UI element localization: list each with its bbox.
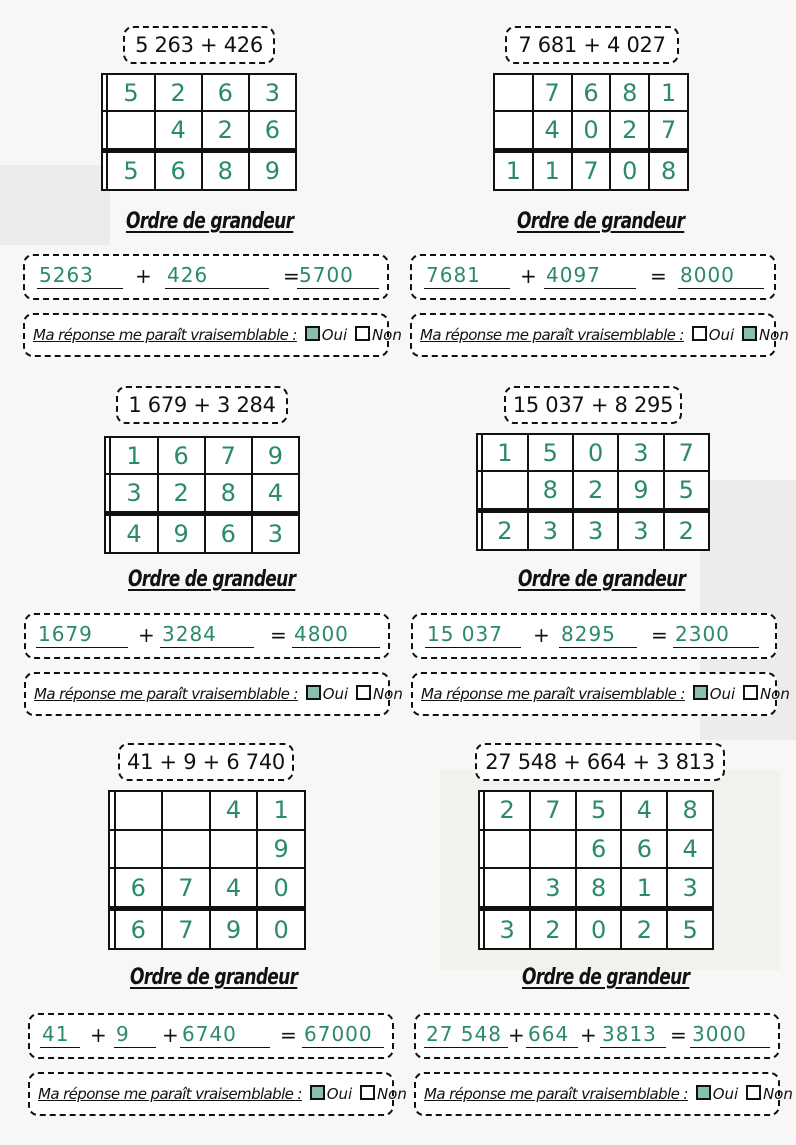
sum-cell: 3 <box>573 511 618 550</box>
checkbox-non[interactable] <box>746 1085 761 1100</box>
non-label: Non <box>759 685 790 703</box>
grid-cell: 4 <box>210 868 258 908</box>
non-label: Non <box>376 1085 407 1103</box>
grid-cell: 9 <box>257 830 305 869</box>
estimate-result[interactable]: 2300 <box>673 621 759 648</box>
plus-sign: + <box>90 1023 107 1047</box>
plausibility-check <box>411 672 790 716</box>
oui-label: Oui <box>709 685 736 703</box>
sum-cell: 9 <box>249 151 296 190</box>
exercise-title: 5 263 + 426 <box>123 26 275 64</box>
estimate-term[interactable]: 5263 <box>37 262 123 289</box>
grid-cell: 9 <box>618 471 663 510</box>
grid-cell <box>494 111 533 150</box>
equals-sign: = <box>283 264 300 288</box>
plausibility-label: Ma réponse me paraît vraisemblable : <box>38 1085 302 1103</box>
plus-sign: + <box>135 264 152 288</box>
plus-sign: + <box>580 1023 597 1047</box>
sum-cell: 3 <box>618 511 663 550</box>
sum-cell: 1 <box>533 151 572 190</box>
equals-sign: = <box>670 1023 687 1047</box>
sum-cell: 6 <box>115 909 163 949</box>
grid-cell: 7 <box>533 74 572 111</box>
grid-cell: 4 <box>621 791 667 830</box>
order-of-magnitude-heading: Ordre de grandeur <box>130 965 298 990</box>
grid-cell <box>482 471 527 510</box>
grid-cell: 1 <box>649 74 688 111</box>
sum-cell: 0 <box>576 909 622 949</box>
order-of-magnitude-heading: Ordre de grandeur <box>518 567 686 592</box>
oui-label: Oui <box>322 685 349 703</box>
estimate-term[interactable]: 7681 <box>424 262 510 289</box>
estimate-result[interactable]: 3000 <box>690 1021 770 1048</box>
grid-cell: 2 <box>573 471 618 510</box>
grid-cell <box>494 74 533 111</box>
plus-sign: + <box>533 623 550 647</box>
grid-cell: 4 <box>667 830 713 869</box>
equals-sign: = <box>650 264 667 288</box>
checkbox-non[interactable] <box>355 326 370 341</box>
non-label: Non <box>762 1085 793 1103</box>
grid-cell: 6 <box>572 74 611 111</box>
estimate-equation <box>28 1013 394 1059</box>
estimate-equation <box>24 613 390 659</box>
checkbox-non[interactable] <box>356 685 371 700</box>
oui-label: Oui <box>321 326 348 344</box>
grid-cell: 2 <box>610 111 649 150</box>
plausibility-check <box>28 1072 407 1116</box>
plus-sign: + <box>138 623 155 647</box>
sum-cell: 7 <box>572 151 611 190</box>
oui-label: Oui <box>712 1085 739 1103</box>
checkbox-non[interactable] <box>742 326 757 341</box>
grid-cell: 1 <box>110 437 157 474</box>
grid-cell: 2 <box>202 111 249 150</box>
addition-grid <box>476 433 710 551</box>
sum-cell: 3 <box>528 511 573 550</box>
checkbox-oui[interactable] <box>692 326 707 341</box>
checkbox-oui[interactable] <box>693 685 708 700</box>
estimate-term[interactable]: 426 <box>165 262 269 289</box>
estimate-term[interactable]: 664 <box>526 1021 578 1048</box>
equals-sign: = <box>651 623 668 647</box>
plausibility-check <box>24 672 403 716</box>
grid-cell <box>484 830 530 869</box>
sum-cell: 7 <box>162 909 210 949</box>
grid-cell: 0 <box>257 868 305 908</box>
estimate-term[interactable]: 27 548 <box>424 1021 508 1048</box>
sum-cell: 2 <box>621 909 667 949</box>
grid-cell <box>162 830 210 869</box>
sum-cell: 8 <box>649 151 688 190</box>
grid-cell: 4 <box>155 111 202 150</box>
grid-cell <box>484 868 530 908</box>
exercise-title: 27 548 + 664 + 3 813 <box>475 743 725 781</box>
sum-cell: 9 <box>158 514 205 553</box>
grid-cell: 5 <box>107 74 154 111</box>
addition-grid <box>493 73 689 191</box>
exercise-title: 1 679 + 3 284 <box>116 386 288 424</box>
grid-cell: 6 <box>202 74 249 111</box>
equals-sign: = <box>270 623 287 647</box>
sum-cell: 2 <box>482 511 527 550</box>
grid-cell: 3 <box>667 868 713 908</box>
sum-cell: 5 <box>667 909 713 949</box>
sum-cell: 2 <box>664 511 709 550</box>
grid-cell: 5 <box>664 471 709 510</box>
checkbox-oui[interactable] <box>305 326 320 341</box>
grid-cell: 6 <box>249 111 296 150</box>
non-label: Non <box>758 326 789 344</box>
estimate-equation <box>23 254 389 300</box>
grid-cell: 3 <box>618 434 663 471</box>
grid-cell: 9 <box>252 437 299 474</box>
estimate-term[interactable]: 15 037 <box>425 621 521 648</box>
addition-grid <box>108 790 306 950</box>
estimate-equation <box>410 254 776 300</box>
order-of-magnitude-heading: Ordre de grandeur <box>126 209 294 234</box>
sum-cell: 0 <box>610 151 649 190</box>
grid-cell: 2 <box>155 74 202 111</box>
estimate-term[interactable]: 3284 <box>160 621 254 648</box>
sum-cell: 4 <box>110 514 157 553</box>
grid-cell <box>210 830 258 869</box>
estimate-term[interactable]: 9 <box>114 1021 156 1048</box>
estimate-term[interactable]: 1679 <box>36 621 128 648</box>
sum-cell: 2 <box>530 909 576 949</box>
addition-grid <box>101 73 297 191</box>
sum-cell: 6 <box>155 151 202 190</box>
grid-cell: 0 <box>573 434 618 471</box>
grid-cell: 7 <box>649 111 688 150</box>
sum-cell: 3 <box>252 514 299 553</box>
estimate-equation <box>411 613 777 659</box>
grid-cell: 5 <box>576 791 622 830</box>
non-label: Non <box>372 685 403 703</box>
grid-cell: 6 <box>576 830 622 869</box>
oui-label: Oui <box>708 326 735 344</box>
grid-cell: 7 <box>530 791 576 830</box>
grid-cell: 6 <box>158 437 205 474</box>
exercise-title: 7 681 + 4 027 <box>505 26 679 64</box>
checkbox-oui[interactable] <box>696 1085 711 1100</box>
plus-sign: + <box>508 1023 525 1047</box>
estimate-result[interactable]: 5700 <box>297 262 379 289</box>
estimate-term[interactable]: 3813 <box>600 1021 666 1048</box>
grid-cell: 7 <box>162 868 210 908</box>
grid-cell: 4 <box>252 474 299 513</box>
oui-label: Oui <box>326 1085 353 1103</box>
grid-cell: 7 <box>205 437 252 474</box>
checkbox-non[interactable] <box>360 1085 375 1100</box>
plausibility-check <box>23 313 402 357</box>
plus-sign: + <box>520 264 537 288</box>
addition-grid <box>104 436 300 554</box>
checkbox-non[interactable] <box>743 685 758 700</box>
grid-cell: 4 <box>533 111 572 150</box>
grid-cell <box>115 830 163 869</box>
order-of-magnitude-heading: Ordre de grandeur <box>517 209 685 234</box>
plausibility-label: Ma réponse me paraît vraisemblable : <box>420 326 684 344</box>
sum-cell: 9 <box>210 909 258 949</box>
sum-cell: 6 <box>205 514 252 553</box>
plausibility-label: Ma réponse me paraît vraisemblable : <box>421 685 685 703</box>
scan-shadow <box>0 165 110 245</box>
grid-cell: 8 <box>610 74 649 111</box>
sum-cell: 0 <box>257 909 305 949</box>
grid-cell: 4 <box>210 791 258 830</box>
plausibility-label: Ma réponse me paraît vraisemblable : <box>33 326 297 344</box>
grid-cell: 2 <box>484 791 530 830</box>
estimate-term[interactable]: 41 <box>40 1021 80 1048</box>
estimate-term[interactable]: 6740 <box>180 1021 270 1048</box>
grid-cell <box>530 830 576 869</box>
checkbox-oui[interactable] <box>306 685 321 700</box>
addition-grid <box>478 790 714 950</box>
plausibility-check <box>410 313 789 357</box>
estimate-result[interactable]: 4800 <box>292 621 380 648</box>
plausibility-label: Ma réponse me paraît vraisemblable : <box>34 685 298 703</box>
sum-cell: 8 <box>202 151 249 190</box>
sum-cell: 3 <box>484 909 530 949</box>
non-label: Non <box>371 326 402 344</box>
grid-cell: 8 <box>528 471 573 510</box>
order-of-magnitude-heading: Ordre de grandeur <box>522 965 690 990</box>
equals-sign: = <box>280 1023 297 1047</box>
plausibility-check <box>414 1072 793 1116</box>
grid-cell <box>162 791 210 830</box>
estimate-result[interactable]: 8000 <box>678 262 764 289</box>
grid-cell: 8 <box>667 791 713 830</box>
grid-cell: 3 <box>530 868 576 908</box>
grid-cell: 1 <box>621 868 667 908</box>
exercise-title: 41 + 9 + 6 740 <box>118 743 294 781</box>
grid-cell <box>107 111 154 150</box>
estimate-term[interactable]: 8295 <box>559 621 637 648</box>
grid-cell: 6 <box>115 868 163 908</box>
checkbox-oui[interactable] <box>310 1085 325 1100</box>
exercise-title: 15 037 + 8 295 <box>504 386 682 424</box>
grid-cell <box>115 791 163 830</box>
grid-cell: 7 <box>664 434 709 471</box>
grid-cell: 8 <box>205 474 252 513</box>
estimate-equation <box>414 1013 780 1059</box>
grid-cell: 3 <box>110 474 157 513</box>
plus-sign: + <box>162 1023 179 1047</box>
grid-cell: 0 <box>572 111 611 150</box>
grid-cell: 5 <box>528 434 573 471</box>
grid-cell: 6 <box>621 830 667 869</box>
estimate-term[interactable]: 4097 <box>544 262 636 289</box>
grid-cell: 1 <box>257 791 305 830</box>
estimate-result[interactable]: 67000 <box>302 1021 384 1048</box>
grid-cell: 8 <box>576 868 622 908</box>
order-of-magnitude-heading: Ordre de grandeur <box>128 567 296 592</box>
sum-cell: 5 <box>107 151 154 190</box>
grid-cell: 2 <box>158 474 205 513</box>
grid-cell: 3 <box>249 74 296 111</box>
sum-cell: 1 <box>494 151 533 190</box>
grid-cell: 1 <box>482 434 527 471</box>
plausibility-label: Ma réponse me paraît vraisemblable : <box>424 1085 688 1103</box>
